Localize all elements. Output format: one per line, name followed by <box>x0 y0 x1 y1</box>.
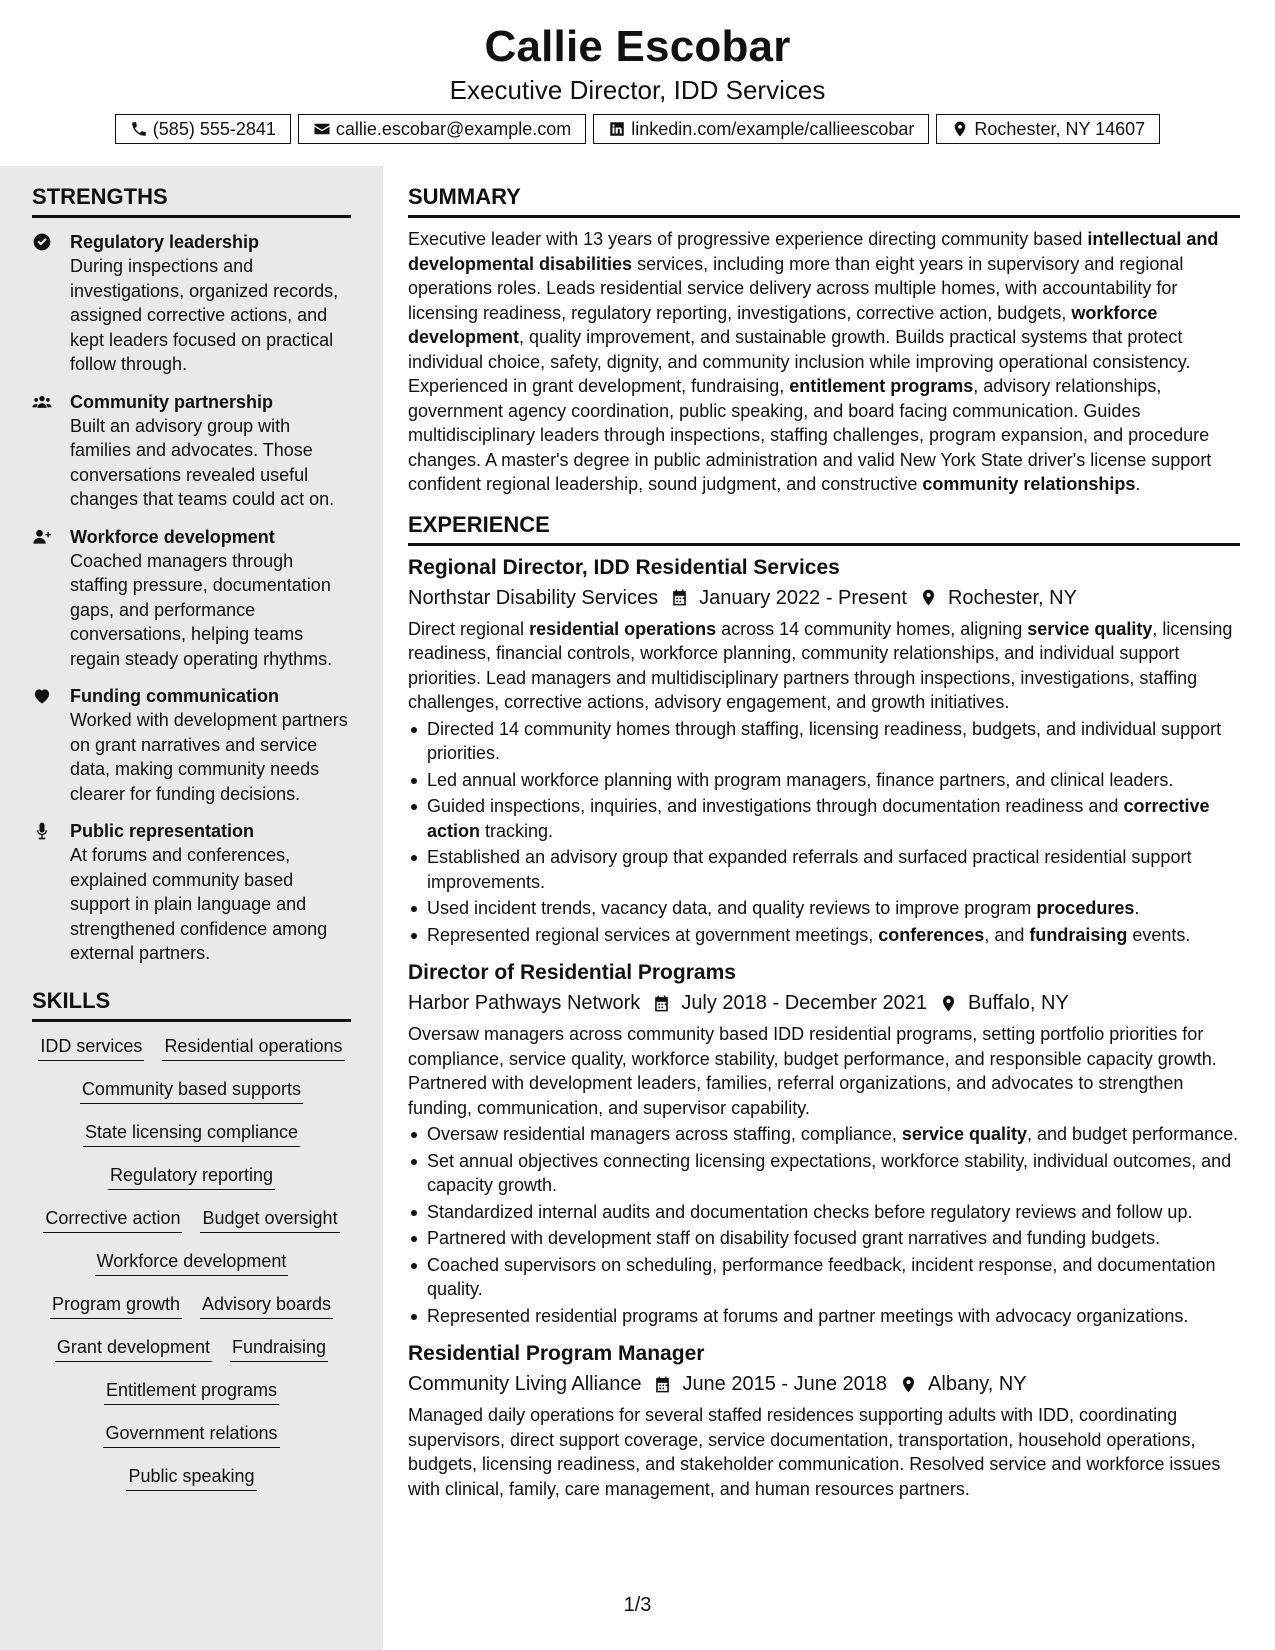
job-entry <box>408 1340 1240 1501</box>
map-pin-icon <box>939 994 958 1013</box>
strength-title: Funding communication <box>70 686 279 706</box>
skills-list <box>32 1034 351 1491</box>
strengths-list <box>32 230 351 966</box>
job-meta <box>408 1370 1240 1398</box>
summary-heading: SUMMARY <box>408 184 1240 218</box>
list-item: Used incident trends, vacancy data, and quality reviews to improve program procedures. <box>408 896 1240 921</box>
strength-item <box>32 230 351 377</box>
calendar-icon <box>652 994 671 1013</box>
skill-tag: Fundraising <box>230 1335 328 1362</box>
job-intro: Direct regional residential operations across 14 community homes, aligning service quality, licensing readiness, financial controls, workforce planning, community relationships, and individual support priorities. Lead managers and multidisciplinary partners through inspections, investigations, staffing challenges, corrective actions, advisory engagement, and growth initiatives. <box>408 618 1233 712</box>
user-plus-icon <box>32 527 52 547</box>
phone-text: (585) 555-2841 <box>152 118 276 139</box>
job-title: Residential Program Manager <box>408 1342 705 1365</box>
strength-desc: Worked with development partners on grant narratives and service data, making community needs clearer for funding decisions. <box>70 710 348 804</box>
job-meta <box>408 989 1240 1017</box>
job-location: Rochester, NY <box>947 586 1077 609</box>
skills-heading: SKILLS <box>32 988 351 1022</box>
skill-tag: Regulatory reporting <box>108 1163 275 1190</box>
strength-desc: Built an advisory group with families and advocates. Those conversations revealed useful changes that teams could act on. <box>70 415 335 509</box>
list-item: Coached supervisors on scheduling, performance feedback, incident response, and documentation quality. <box>408 1253 1240 1302</box>
map-pin-icon <box>919 588 938 607</box>
email-text: callie.escobar@example.com <box>335 118 572 139</box>
skill-tag: Government relations <box>103 1421 279 1448</box>
list-item: Standardized internal audits and documentation checks before regulatory reviews and follow up. <box>408 1200 1240 1225</box>
skill-tag: Budget oversight <box>200 1206 339 1233</box>
resume-header <box>0 0 1275 166</box>
map-pin-icon <box>951 120 969 138</box>
sidebar <box>0 166 383 1650</box>
list-item: Led annual workforce planning with program managers, finance partners, and clinical leaders. <box>408 768 1240 793</box>
envelope-icon <box>313 120 331 138</box>
skill-tag: Grant development <box>55 1335 212 1362</box>
list-item: Guided inspections, inquiries, and investigations through documentation readiness and corrective action tracking. <box>408 794 1240 843</box>
main-content <box>408 184 1240 1501</box>
phone-icon <box>130 120 148 138</box>
job-company: Harbor Pathways Network <box>408 992 641 1014</box>
job-intro: Managed daily operations for several staffed residences supporting adults with IDD, coordinating supervisors, direct support coverage, service documentation, transportation, household operations, budgets, licensing readiness, and stakeholder communication. Resolved service and workforce issues with clinical, family, care management, and human resources partners. <box>408 1405 1221 1499</box>
job-entry <box>408 959 1240 1328</box>
skill-tag: Advisory boards <box>200 1292 333 1319</box>
strength-item <box>32 819 351 966</box>
skill-tag: Workforce development <box>95 1249 289 1276</box>
skill-tag: Residential operations <box>162 1034 344 1061</box>
list-item: Represented regional services at government meetings, conferences, and fundraising events. <box>408 923 1240 948</box>
skill-tag: State licensing compliance <box>83 1120 300 1147</box>
calendar-icon <box>653 1375 672 1394</box>
strength-title: Workforce development <box>70 526 275 547</box>
skill-tag: Program growth <box>50 1292 182 1319</box>
page-number: 1/3 <box>623 1594 652 1616</box>
skill-tag: Public speaking <box>126 1464 256 1491</box>
skill-tag: Entitlement programs <box>104 1378 279 1405</box>
list-item: Established an advisory group that expanded referrals and surfaced practical residential support improvements. <box>408 845 1240 894</box>
list-item: Directed 14 community homes through staffing, licensing readiness, budgets, and individual support priorities. <box>408 717 1240 766</box>
job-title: Director of Residential Programs <box>408 961 736 984</box>
check-circle-icon <box>32 232 52 252</box>
strengths-heading: STRENGTHS <box>32 184 351 218</box>
contact-linkedin[interactable] <box>593 114 929 144</box>
linkedin-text: linkedin.com/example/callieescobar <box>631 118 915 139</box>
list-item: Partnered with development staff on disability focused grant narratives and funding budgets. <box>408 1226 1240 1251</box>
candidate-title: Executive Director, IDD Services <box>449 75 826 105</box>
job-dates: January 2022 - Present <box>699 586 907 609</box>
linkedin-icon <box>608 120 626 138</box>
summary-text: Executive leader with 13 years of progressive experience directing community based intellectual and developmental disabilities services, including more than eight years in supervisory and regional operations roles. Leads residential service delivery across multiple homes, with accountability for licensing readiness, regulatory reporting, investigations, corrective action, budgets, workforce development, quality improvement, and sustainable growth. Builds practical systems that protect individual choice, safety, dignity, and community inclusion while improving operational consistency. Experienced in grant development, fundraising, entitlement programs, advisory relationships, government agency coordination, public speaking, and board facing communication. Guides multidisciplinary leaders through inspections, staffing challenges, program expansion, and procedure changes. A master's degree in public administration and valid New York State driver's license support confident regional leadership, sound judgment, and constructive community relationships. <box>408 229 1219 494</box>
contact-location <box>936 114 1160 144</box>
strength-title: Public representation <box>70 821 255 841</box>
location-text: Rochester, NY 14607 <box>974 118 1146 139</box>
heart-icon <box>32 686 52 706</box>
list-item: Set annual objectives connecting licensing expectations, workforce stability, individual outcomes, and capacity growth. <box>408 1149 1240 1198</box>
job-meta <box>408 584 1240 612</box>
skill-tag: IDD services <box>38 1034 144 1061</box>
strength-desc: During inspections and investigations, organized records, assigned corrective actions, and kept leaders focused on practical follow through. <box>70 256 339 374</box>
job-company: Northstar Disability Services <box>408 586 659 609</box>
list-item: Oversaw residential managers across staffing, compliance, service quality, and budget performance. <box>408 1122 1240 1147</box>
experience-heading: EXPERIENCE <box>408 512 1240 546</box>
job-bullets <box>408 717 1240 948</box>
job-company: Community Living Alliance <box>408 1373 642 1395</box>
calendar-icon <box>670 588 689 607</box>
strength-item <box>32 390 351 512</box>
contact-email[interactable] <box>298 114 586 144</box>
skill-tag: Corrective action <box>43 1206 182 1233</box>
job-location: Buffalo, NY <box>968 992 1069 1014</box>
job-bullets <box>408 1122 1240 1328</box>
strength-desc: Coached managers through staffing pressure, documentation gaps, and performance conversations, helping teams regain steady operating rhythms. <box>70 550 333 669</box>
skill-tag: Community based supports <box>80 1077 303 1104</box>
job-title: Regional Director, IDD Residential Services <box>408 555 840 579</box>
map-pin-icon <box>899 1375 918 1394</box>
users-icon <box>32 392 52 412</box>
job-dates: June 2015 - June 2018 <box>682 1373 888 1395</box>
job-intro: Oversaw managers across community based IDD residential programs, setting portfolio priorities for compliance, service quality, workforce stability, budget performance, and responsible capacity growth. Partnered with development leaders, families, referral organizations, and advocates to strengthen funding, communication, and supervisor capability. <box>408 1024 1217 1118</box>
microphone-icon <box>32 821 52 841</box>
job-location: Albany, NY <box>928 1373 1027 1395</box>
contact-phone[interactable] <box>115 114 291 144</box>
strength-title: Community partnership <box>70 391 274 412</box>
candidate-name: Callie Escobar <box>484 22 791 71</box>
strength-item <box>32 684 351 806</box>
job-dates: July 2018 - December 2021 <box>681 992 928 1014</box>
strength-item <box>32 525 351 672</box>
list-item: Represented residential programs at forums and partner meetings with advocacy organizations. <box>408 1304 1240 1329</box>
contact-bar <box>0 114 1275 144</box>
job-entry <box>408 554 1240 948</box>
strength-desc: At forums and conferences, explained community based support in plain language and strengthened confidence among external partners. <box>70 845 328 963</box>
strength-title: Regulatory leadership <box>70 232 260 252</box>
